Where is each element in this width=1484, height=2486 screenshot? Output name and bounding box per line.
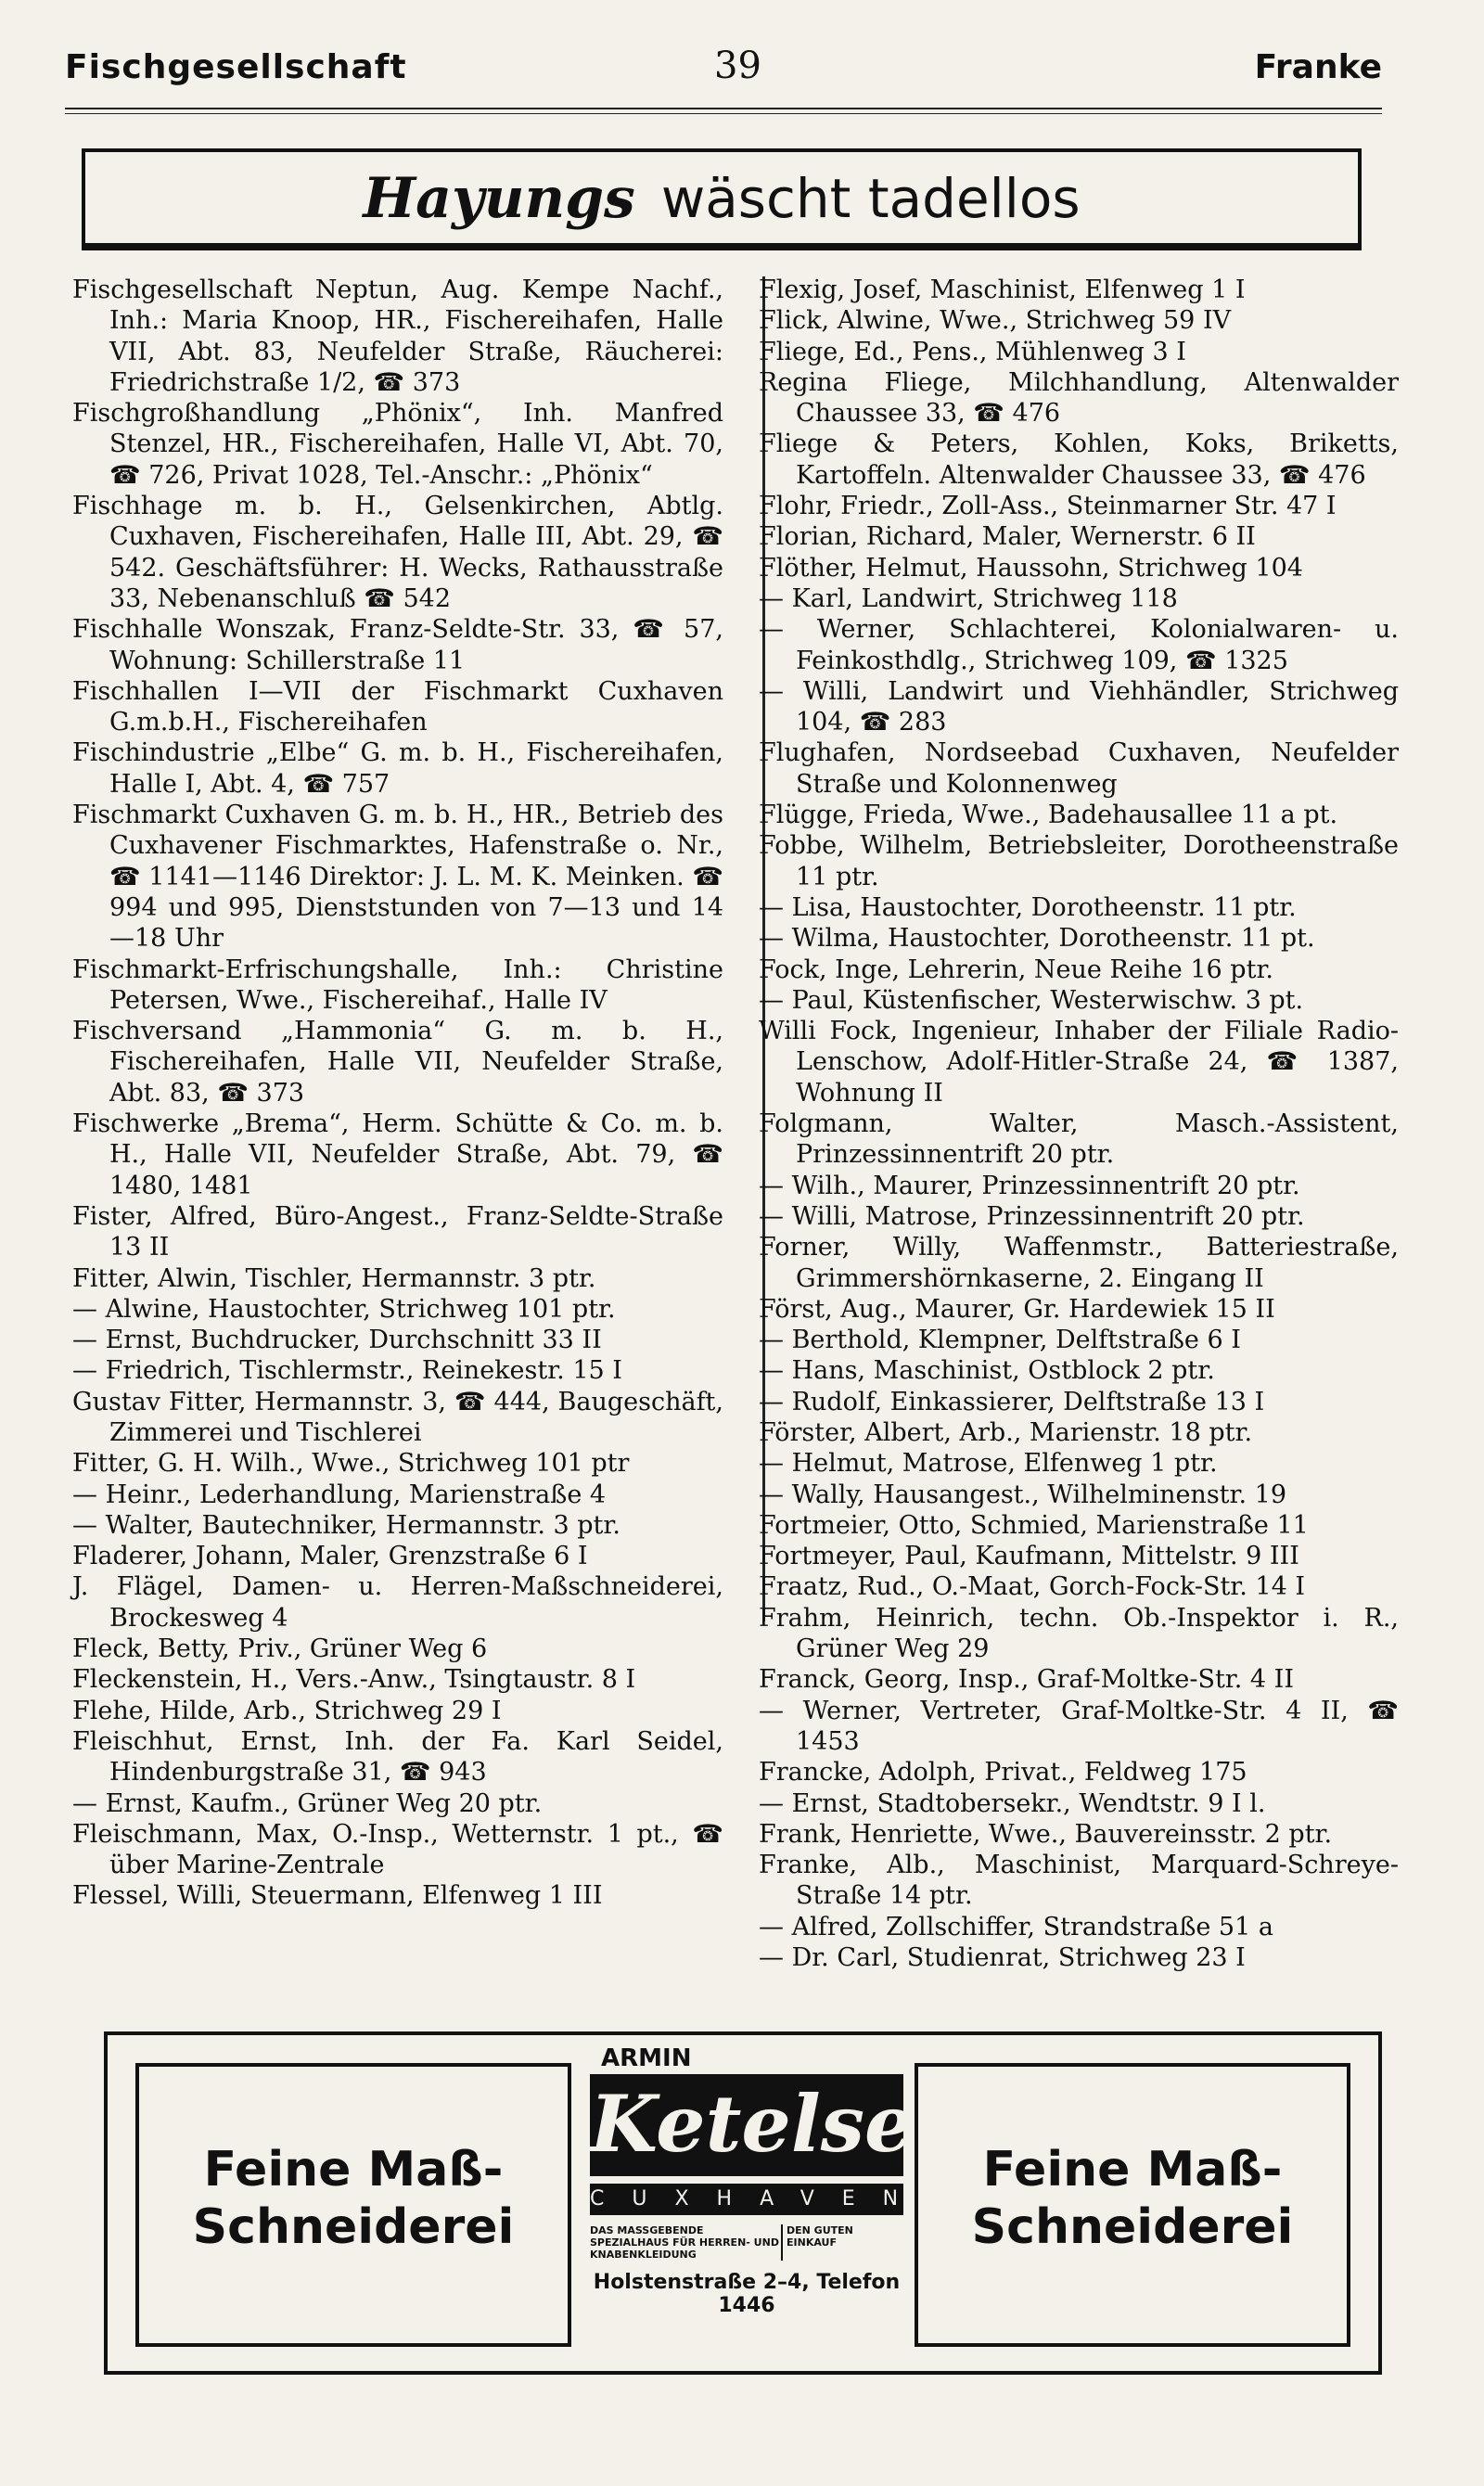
advert-left-panel xyxy=(135,2063,571,2347)
directory-entry: Flexig, Josef, Maschinist, Elfenweg 1 I xyxy=(759,276,1246,304)
directory-entry: Gustav Fitter, Hermannstr. 3, ☎ 444, Baugeschäft, Zimmerei und Tischlerei xyxy=(72,1387,723,1447)
directory-entry: Förster, Albert, Arb., Marienstr. 18 ptr. xyxy=(759,1417,1253,1447)
directory-entry: — Alfred, Zollschiffer, Strandstraße 51 a xyxy=(759,1912,1273,1941)
directory-entry: Fischgroßhandlung „Phönix“, Inh. Manfred Stenzel, HR., Fischereihafen, Halle VI, Abt. 70, ☎ 726, Privat 1028, Tel.-Anschr.: „Phönix“ xyxy=(72,399,723,490)
directory-entry: Fobbe, Wilhelm, Betriebsleiter, Dorotheenstraße 11 ptr. xyxy=(759,831,1399,891)
advert-city: CUXHAVEN xyxy=(590,2184,903,2215)
directory-entry: Franck, Georg, Insp., Graf-Moltke-Str. 4 II xyxy=(759,1665,1294,1695)
directory-entry: Fleischmann, Max, O.-Insp., Wetternstr. 1 pt., ☎ über Marine-Zentrale xyxy=(72,1819,723,1880)
banner-brand: Hayungs xyxy=(363,166,635,231)
directory-entry: — Ernst, Stadtobersekr., Wendtstr. 9 I l. xyxy=(759,1788,1266,1818)
advert-left-text: Feine Maß-Schneiderei xyxy=(192,2142,515,2255)
running-header-left: Fischgesellschaft xyxy=(65,48,407,86)
directory-entry: — Friedrich, Tischlermstr., Reinekestr. 15 I xyxy=(72,1356,622,1386)
directory-entry: Fischhallen I—VII der Fischmarkt Cuxhaven G.m.b.H., Fischereihafen xyxy=(72,676,723,737)
directory-entry: — Paul, Küstenfischer, Westerwischw. 3 pt. xyxy=(759,985,1304,1015)
directory-entry: Franke, Alb., Maschinist, Marquard-Schreye-Straße 14 ptr. xyxy=(759,1851,1399,1911)
directory-entry: Florian, Richard, Maler, Wernerstr. 6 II xyxy=(759,522,1256,552)
directory-entry: — Ernst, Buchdrucker, Durchschnitt 33 II xyxy=(72,1326,602,1355)
directory-entry: — Hans, Maschinist, Ostblock 2 ptr. xyxy=(759,1356,1215,1386)
directory-entry: Flick, Alwine, Wwe., Strichweg 59 IV xyxy=(759,306,1232,336)
directory-entry: Fischmarkt-Erfrischungshalle, Inh.: Christine Petersen, Wwe., Fischereihaf., Halle IV xyxy=(72,955,723,1015)
directory-entry: Fischmarkt Cuxhaven G. m. b. H., HR., Betrieb des Cuxhavener Fischmarktes, Hafenstraße o. Nr., ☎ 1141—1146 Direktor: J. L. M. K. Meinken. ☎ 994 und 995, Dienststunden von 7—13 und 14—18 Uhr xyxy=(72,801,723,954)
directory-entry: Fleischhut, Ernst, Inh. der Fa. Karl Seidel, Hindenburgstraße 31, ☎ 943 xyxy=(72,1726,723,1788)
directory-entry: Regina Fliege, Milchhandlung, Altenwalder Chaussee 33, ☎ 476 xyxy=(759,367,1399,429)
directory-entry: Flughafen, Nordseebad Cuxhaven, Neufelder Straße und Kolonnenweg xyxy=(759,738,1399,799)
directory-entry: Fortmeier, Otto, Schmied, Marienstraße 11 xyxy=(759,1510,1309,1540)
directory-entry: Willi Fock, Ingenieur, Inhaber der Filiale Radio-Lenschow, Adolf-Hitler-Straße 24, ☎ 1387, Wohnung II xyxy=(759,1017,1399,1108)
directory-entry: — Dr. Carl, Studienrat, Strichweg 23 I xyxy=(759,1943,1246,1973)
directory-entry: Folgmann, Walter, Masch.-Assistent, Prinzessinnentrift 20 ptr. xyxy=(759,1109,1399,1170)
directory-entry: Fladerer, Johann, Maler, Grenzstraße 6 I xyxy=(72,1542,588,1571)
directory-entry: — Wilh., Maurer, Prinzessinnentrift 20 ptr. xyxy=(759,1171,1300,1200)
directory-entry: Flöther, Helmut, Haussohn, Strichweg 104 xyxy=(759,553,1303,583)
page-number: 39 xyxy=(714,45,761,87)
directory-entry: Fleckenstein, H., Vers.-Anw., Tsingtaustr. 8 I xyxy=(72,1665,636,1695)
directory-entry: — Wilma, Haustochter, Dorotheenstr. 11 pt. xyxy=(759,924,1315,954)
directory-entry: Fitter, G. H. Wilh., Wwe., Strichweg 101 ptr xyxy=(72,1449,630,1479)
directory-entry: — Willi, Matrose, Prinzessinnentrift 20 ptr. xyxy=(759,1201,1305,1231)
right-column xyxy=(759,275,1399,1973)
directory-entry: J. Flägel, Damen- u. Herren-Maßschneiderei, Brockesweg 4 xyxy=(72,1572,723,1633)
directory-entry: Fliege, Ed., Pens., Mühlenweg 3 I xyxy=(759,337,1186,366)
directory-entry: Fischhage m. b. H., Gelsenkirchen, Abtlg. Cuxhaven, Fischereihafen, Halle III, Abt. 29, ☎ 542. Geschäftsführer: H. Wecks, Rathausstraße 33, Nebenanschluß ☎ 542 xyxy=(72,492,723,613)
directory-entry: Först, Aug., Maurer, Gr. Hardewiek 15 II xyxy=(759,1294,1275,1324)
directory-entry: — Werner, Schlachterei, Kolonialwaren- u. Feinkosthdlg., Strichweg 109, ☎ 1325 xyxy=(759,615,1399,675)
advert-armin: ARMIN xyxy=(601,2044,692,2072)
left-column xyxy=(72,275,723,1912)
directory-entry: — Alwine, Haustochter, Strichweg 101 ptr. xyxy=(72,1294,616,1324)
directory-entry: — Karl, Landwirt, Strichweg 118 xyxy=(759,583,1178,613)
advert-logo-block xyxy=(590,2044,971,2365)
banner-slogan: wäscht tadellos xyxy=(660,167,1081,230)
directory-entry: Fischversand „Hammonia“ G. m. b. H., Fischereihafen, Halle VII, Neufelder Straße, Abt. 83, ☎ 373 xyxy=(72,1017,723,1108)
directory-entry: — Heinr., Lederhandlung, Marienstraße 4 xyxy=(72,1480,607,1509)
directory-entry: — Rudolf, Einkassierer, Delftstraße 13 I xyxy=(759,1387,1265,1416)
directory-entry: Forner, Willy, Waffenmstr., Batteriestraße, Grimmershörnkaserne, 2. Eingang II xyxy=(759,1233,1399,1293)
directory-entry: Frank, Henriette, Wwe., Bauvereinsstr. 2 ptr. xyxy=(759,1819,1333,1849)
header-rule xyxy=(65,108,1382,109)
advert-tagline-right: DEN GUTEN EINKAUF xyxy=(787,2224,853,2249)
hayungs-banner-ad xyxy=(82,148,1362,249)
directory-entry: — Werner, Vertreter, Graf-Moltke-Str. 4 II, ☎ 1453 xyxy=(759,1696,1399,1756)
advert-ketelsen-logo: Ketelsen xyxy=(590,2074,903,2176)
directory-entry: Flohr, Friedr., Zoll-Ass., Steinmarner Str. 47 I xyxy=(759,492,1337,521)
directory-entry: Fliege & Peters, Kohlen, Koks, Briketts, Kartoffeln. Altenwalder Chaussee 33, ☎ 476 xyxy=(759,429,1399,490)
directory-entry: Fleck, Betty, Priv., Grüner Weg 6 xyxy=(72,1634,488,1664)
directory-entry: Francke, Adolph, Privat., Feldweg 175 xyxy=(759,1758,1247,1788)
ketelsen-advert xyxy=(104,2031,1382,2375)
directory-entry: Fister, Alfred, Büro-Angest., Franz-Seldte-Straße 13 II xyxy=(72,1201,723,1262)
directory-entry: Flügge, Frieda, Wwe., Badehausallee 11 a pt. xyxy=(759,801,1338,830)
advert-right-panel xyxy=(915,2063,1350,2347)
directory-entry: Fischwerke „Brema“, Herm. Schütte & Co. m. b. H., Halle VII, Neufelder Straße, Abt. 79, ☎ 1480, 1481 xyxy=(72,1109,723,1200)
directory-entry: Fischindustrie „Elbe“ G. m. b. H., Fischereihafen, Halle I, Abt. 4, ☎ 757 xyxy=(72,738,723,799)
directory-entry: — Ernst, Kaufm., Grüner Weg 20 ptr. xyxy=(72,1788,543,1818)
advert-tagline-left: DAS MASSGEBENDE SPEZIALHAUS FÜR HERREN- UND KNABENKLEIDUNG xyxy=(590,2224,783,2261)
directory-entry: — Berthold, Klempner, Delftstraße 6 I xyxy=(759,1326,1241,1355)
header-rule-thin xyxy=(65,113,1382,114)
directory-entry: — Walter, Bautechniker, Hermannstr. 3 ptr. xyxy=(72,1510,620,1540)
directory-entry: Fock, Inge, Lehrerin, Neue Reihe 16 ptr. xyxy=(759,955,1273,984)
advert-address: Holstenstraße 2–4, Telefon 1446 xyxy=(593,2271,901,2317)
banner-underline xyxy=(82,243,1362,250)
advert-right-text: Feine Maß-Schneiderei xyxy=(971,2142,1294,2255)
directory-entry: Fischhalle Wonszak, Franz-Seldte-Str. 33, ☎ 57, Wohnung: Schillerstraße 11 xyxy=(72,615,723,675)
directory-entry: Flehe, Hilde, Arb., Strichweg 29 I xyxy=(72,1696,502,1725)
directory-entry: — Lisa, Haustochter, Dorotheenstr. 11 ptr. xyxy=(759,892,1297,922)
directory-entry: — Wally, Hausangest., Wilhelminenstr. 19 xyxy=(759,1480,1286,1509)
directory-entry: Fortmeyer, Paul, Kaufmann, Mittelstr. 9 III xyxy=(759,1542,1299,1571)
directory-entry: — Willi, Landwirt und Viehhändler, Strichweg 104, ☎ 283 xyxy=(759,676,1399,737)
directory-entry: Frahm, Heinrich, techn. Ob.-Inspektor i. R., Grüner Weg 29 xyxy=(759,1603,1399,1664)
running-header-right: Franke xyxy=(1254,48,1382,86)
directory-entry: Fraatz, Rud., O.-Maat, Gorch-Fock-Str. 14 I xyxy=(759,1572,1306,1602)
directory-entry: — Helmut, Matrose, Elfenweg 1 ptr. xyxy=(759,1449,1218,1479)
directory-entry: Fischgesellschaft Neptun, Aug. Kempe Nachf., Inh.: Maria Knoop, HR., Fischereihafen, Halle VII, Abt. 83, Neufelder Straße, Räucherei: Friedrichstraße 1/2, ☎ 373 xyxy=(72,276,723,397)
directory-entry: Flessel, Willi, Steuermann, Elfenweg 1 III xyxy=(72,1881,603,1911)
directory-entry: Fitter, Alwin, Tischler, Hermannstr. 3 ptr. xyxy=(72,1263,596,1293)
